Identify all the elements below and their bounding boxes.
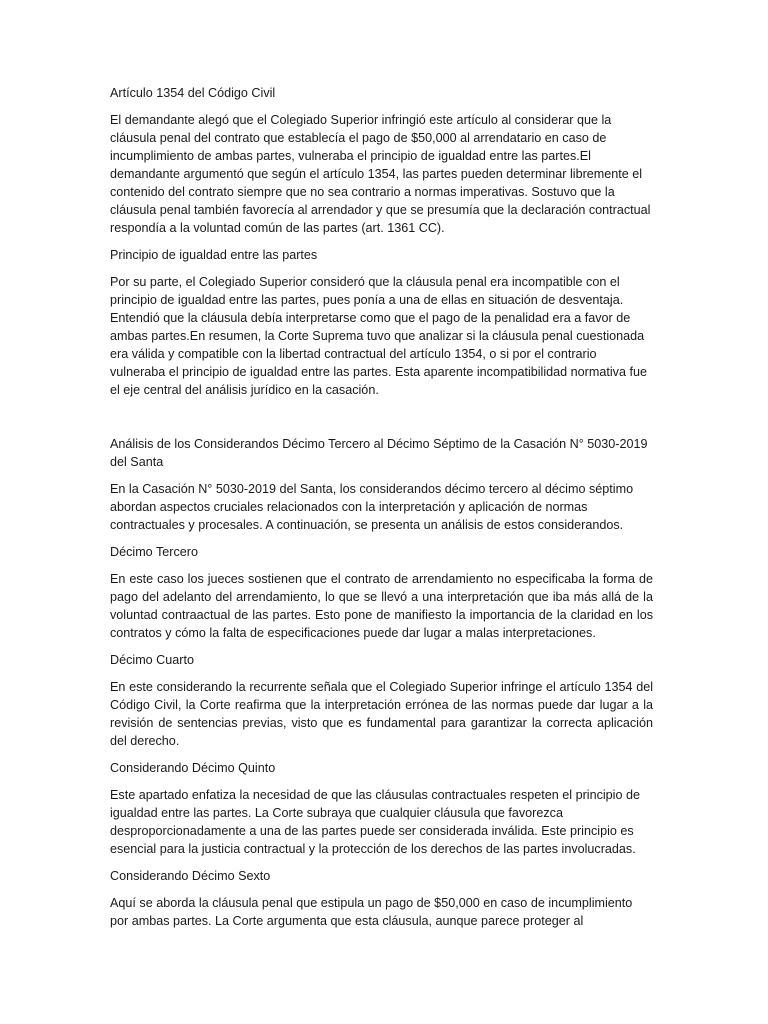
section-heading: Décimo Tercero — [110, 545, 198, 559]
paragraph: El demandante alegó que el Colegiado Superior infringió este artículo al considerar que la cláusula penal del contrato que establecía el pago de $50,000 al arrendatario en caso de incumplimiento de ambas partes, vulneraba el principio de igualdad entre las partes.El demandante argumentó que según el artículo 1354, las partes pueden determinar libremente el contenido del contrato siempre que no sea contrario a normas imperativas. Sostuvo que la cláusula penal también favorecía al arrendador y que se presumía que la declaración contractual respondía a la voluntad común de las partes (art. 1361 CC). — [110, 113, 651, 235]
paragraph: Este apartado enfatiza la necesidad de que las cláusulas contractuales respeten el principio de igualdad entre las partes. La Corte subraya que cualquier cláusula que favorezca desproporcionadamente a una de las partes puede ser considerada inválida. Este principio es esencial para la justicia contractual y la protección de los derechos de las partes involucradas. — [110, 788, 640, 856]
section-heading: Considerando Décimo Sexto — [110, 869, 271, 883]
section-heading: Décimo Cuarto — [110, 653, 194, 667]
section-heading: Considerando Décimo Quinto — [110, 761, 276, 775]
paragraph: Aquí se aborda la cláusula penal que estipula un pago de $50,000 en caso de incumplimiento por ambas partes. La Corte argumenta que esta cláusula, aunque parece proteger al — [110, 896, 633, 928]
document-page — [110, 84, 653, 939]
section-heading: Artículo 1354 del Código Civil — [110, 86, 276, 100]
paragraph: En la Casación N° 5030-2019 del Santa, los considerandos décimo tercero al décimo séptimo abordan aspectos cruciales relacionados con la interpretación y aplicación de normas contractuales y procesales. A continuación, se presenta un análisis de estos considerandos. — [110, 482, 634, 532]
section-heading: Principio de igualdad entre las partes — [110, 248, 318, 262]
blank-line — [110, 408, 653, 426]
paragraph: En este considerando la recurrente señala que el Colegiado Superior infringe el artículo 1354 del Código Civil, la Corte reafirma que la interpretación errónea de las normas puede dar lugar a la revisión de sentencias previas, visto que es fundamental para garantizar la correcta aplicación del derecho. — [110, 680, 653, 748]
section-heading: Análisis de los Considerandos Décimo Tercero al Décimo Séptimo de la Casación N° 5030-2019 del Santa — [110, 437, 648, 469]
paragraph: En este caso los jueces sostienen que el contrato de arrendamiento no especificaba la forma de pago del adelanto del arrendamiento, lo que se llevó a una interpretación que iba más allá de la voluntad contraactual de las partes. Esto pone de manifiesto la importancia de la claridad en los contratos y cómo la falta de especificaciones puede dar lugar a malas interpretaciones. — [110, 572, 653, 640]
paragraph: Por su parte, el Colegiado Superior consideró que la cláusula penal era incompatible con el principio de igualdad entre las partes, pues ponía a una de ellas en situación de desventaja. Entendió que la cláusula debía interpretarse como que el pago de la penalidad era a favor de ambas partes.En resumen, la Corte Suprema tuvo que analizar si la cláusula penal cuestionada era válida y compatible con la libertad contractual del artículo 1354, o si por el contrario vulneraba el principio de igualdad entre las partes. Esta aparente incompatibilidad normativa fue el eje central del análisis jurídico en la casación. — [110, 275, 647, 397]
